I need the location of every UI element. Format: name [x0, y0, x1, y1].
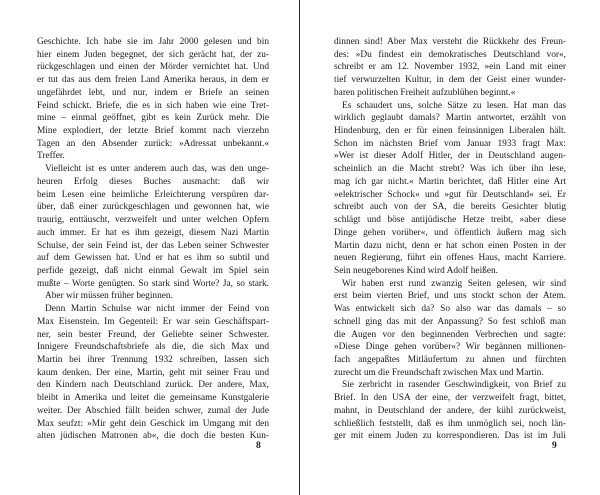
text-line: Sein neugeborenes Kind wird Adolf heißen.	[334, 265, 498, 276]
text-line: alten jüdischen Matronen ab«, die doch die besten Kun-	[37, 431, 269, 442]
text-line: auch immer. Er hat es ihm gezeigt, diesem Nazi Martin	[37, 227, 269, 238]
text-line: Innigere Freundschaftsbriefe als die, die sich Max und	[37, 342, 269, 353]
text-line: »Wer ist dieser Adolf Hitler, der in Deutschland augen-	[334, 151, 566, 162]
text-line: schreibt auch von der SA, die bereits Gesichter blutig	[334, 202, 566, 213]
text-line: mag ich gar nicht.« Martin berichtet, daß Hitler eine Art	[334, 176, 566, 187]
text-line: kaum denken. Der eine, Martin, geht mit seiner Frau und	[37, 367, 269, 378]
text-line: über, daß einer zurückgeschlagen und gewonnen hat, wie	[37, 202, 269, 213]
text-line: den Kindern nach Deutschland zurück. Der andere, Max,	[37, 380, 269, 391]
text-line: Denn Martin Schulse war nicht immer der Feind von	[45, 304, 269, 315]
text-line: Geschichte. Ich habe sie im Jahr 2000 gelesen und bin	[37, 37, 269, 47]
text-line: scheinlich an die Macht strebt? Was ich über ihn lese,	[334, 164, 566, 175]
text-line: Brief. In den USA der eine, der verzweifelt fragt, bittet,	[334, 393, 566, 404]
text-line: rückgeschlagen und einen der Mörder vernichtet hat. Und	[37, 62, 269, 73]
text-line: des: »Du findest ein demokratisches Deutschland vor«,	[334, 49, 566, 60]
text-line: dinnen sind! Aber Max versteht die Rückkehr des Freun-	[334, 37, 566, 47]
text-line: Tagen an den Absender zurück: »Adressat unbekannt.«	[37, 138, 269, 149]
text-line: Wir haben erst rund zwanzig Seiten gelesen, wir sind	[342, 278, 566, 289]
right-page	[300, 0, 600, 495]
text-line: mahnt, in Deutschland der andere, der kühl zurückweist,	[334, 405, 566, 416]
text-line: bleibt in Amerika und leitet die gemeinsame Kunstgalerie	[37, 393, 269, 404]
text-line: Schulse, der sein Feind ist, der das Leben seiner Schwester	[37, 240, 269, 251]
text-line: weiter. Der Abschied fällt beiden schwer, zumal der Jude	[37, 405, 269, 416]
text-line: heuren Erfolg dieses Buches ausmacht: daß wir	[37, 176, 269, 187]
text-line: perfide gezeigt, daß nicht einmal Gewalt im Spiel sein	[37, 265, 269, 276]
left-page-text	[37, 36, 269, 443]
text-line: schnell ging das mit der Anpassung? So fest schloß man	[334, 316, 566, 327]
text-line: schließlich feststellt, daß es ihm unmöglich sei, noch län-	[334, 418, 566, 429]
text-line: beim Lesen eine heimliche Erleichterung verspüren dar-	[37, 189, 269, 200]
text-line: erst beim vierten Brief, und uns stockt schon der Atem.	[334, 291, 566, 302]
text-line: Was entwickelt sich da? So also war das damals – so	[334, 304, 566, 315]
text-line: Martin dazu nicht, denn er hat schon einen Posten in der	[334, 240, 566, 251]
text-line: mine – einmal geöffnet, gibt es kein Zurück mehr. Die	[37, 113, 269, 124]
text-line: Treffer.	[37, 151, 65, 162]
text-line: neuen Regierung, führt ein offenes Haus, macht Karriere.	[334, 253, 566, 264]
text-line: schreibt er am 12. November 1932, »ein Land mit einer	[334, 62, 566, 73]
text-line: wirklich geglaubt damals? Martin antwortet, erzählt von	[334, 113, 566, 124]
text-line: Vielleicht ist es unter anderem auch das, was den unge-	[45, 164, 269, 175]
text-line: Feind schickt. Briefe, die es in sich haben wie eine Tret-	[37, 100, 269, 111]
right-page-text	[334, 36, 566, 443]
text-line: Schon im nächsten Brief vom Januar 1933 fragt Max:	[334, 138, 566, 149]
text-line: mußte – Worte genügten. So stark sind Worte? Ja, so stark.	[37, 278, 269, 289]
text-line: auf dem Gewissen hat. Und er hat es ihm so subtil und	[37, 253, 269, 264]
text-line: ungefährdet lebt, und nur, indem er Briefe an seinen	[37, 87, 269, 98]
text-line: »elektrischer Schock« und »gut für Deutschland« sei. Er	[334, 189, 566, 200]
text-line: tief verwurzelten Kultur, in dem der Geist einer wunder-	[334, 75, 566, 86]
text-line: Sie zerbricht in rasender Geschwindigkeit, von Brief zu	[342, 380, 566, 391]
text-line: fach angepaßtes Mitläufertum zu ahnen und fürchten	[334, 354, 566, 365]
text-line: Martin bei ihrer Trennung 1932 schreiben, lassen sich	[37, 354, 269, 365]
text-line: Max seufzt: »Mir geht dein Geschick im Umgang mit den	[37, 418, 269, 429]
text-line: ger mit einem Juden zu korrespondieren. Das ist im Juli	[334, 431, 566, 442]
text-line: »Diese Dinge gehen vorüber«? Wir begännen millionen-	[334, 342, 566, 353]
text-line: Es schaudert uns, solche Sätze zu lesen. Hat man das	[342, 100, 566, 111]
text-line: Dinge gehen vorüber«, und öffentlich äußern mag sich	[334, 227, 566, 238]
text-line: zurecht um die Freundschaft zwischen Max und Martin.	[334, 367, 544, 378]
text-line: er tut das aus dem freien Land Amerika heraus, in dem er	[37, 75, 269, 86]
right-page-number: 9	[552, 441, 557, 451]
text-line: Mine explodiert, der letzte Brief kommt nach vierzehn	[37, 126, 269, 137]
text-line: Aber wir müssen früher beginnen.	[45, 291, 173, 302]
text-line: traurig, enttäuscht, verzweifelt und unter welchen Opfern	[37, 215, 269, 226]
text-line: Max Eisenstein. Im Gegenteil: Er war sein Geschäftspart-	[37, 316, 269, 327]
text-line: Hindenburg, den er für einen feinsinnigen Liberalen hält.	[334, 126, 566, 137]
text-line: hier einem Juden begegnet, der sich gerächt hat, der zu-	[37, 49, 269, 60]
text-line: ner, sein bester Freund, der Geliebte seiner Schwester.	[37, 329, 269, 340]
text-line: baren politischen Freiheit aufzublühen beginnt.«	[334, 87, 516, 98]
text-line: schlägt und böse antijüdische Hetze treibt, »aber diese	[334, 215, 566, 226]
text-line: die Augen vor den beginnenden Verbrechen und sagte:	[334, 329, 566, 340]
left-page-number: 8	[256, 441, 261, 451]
